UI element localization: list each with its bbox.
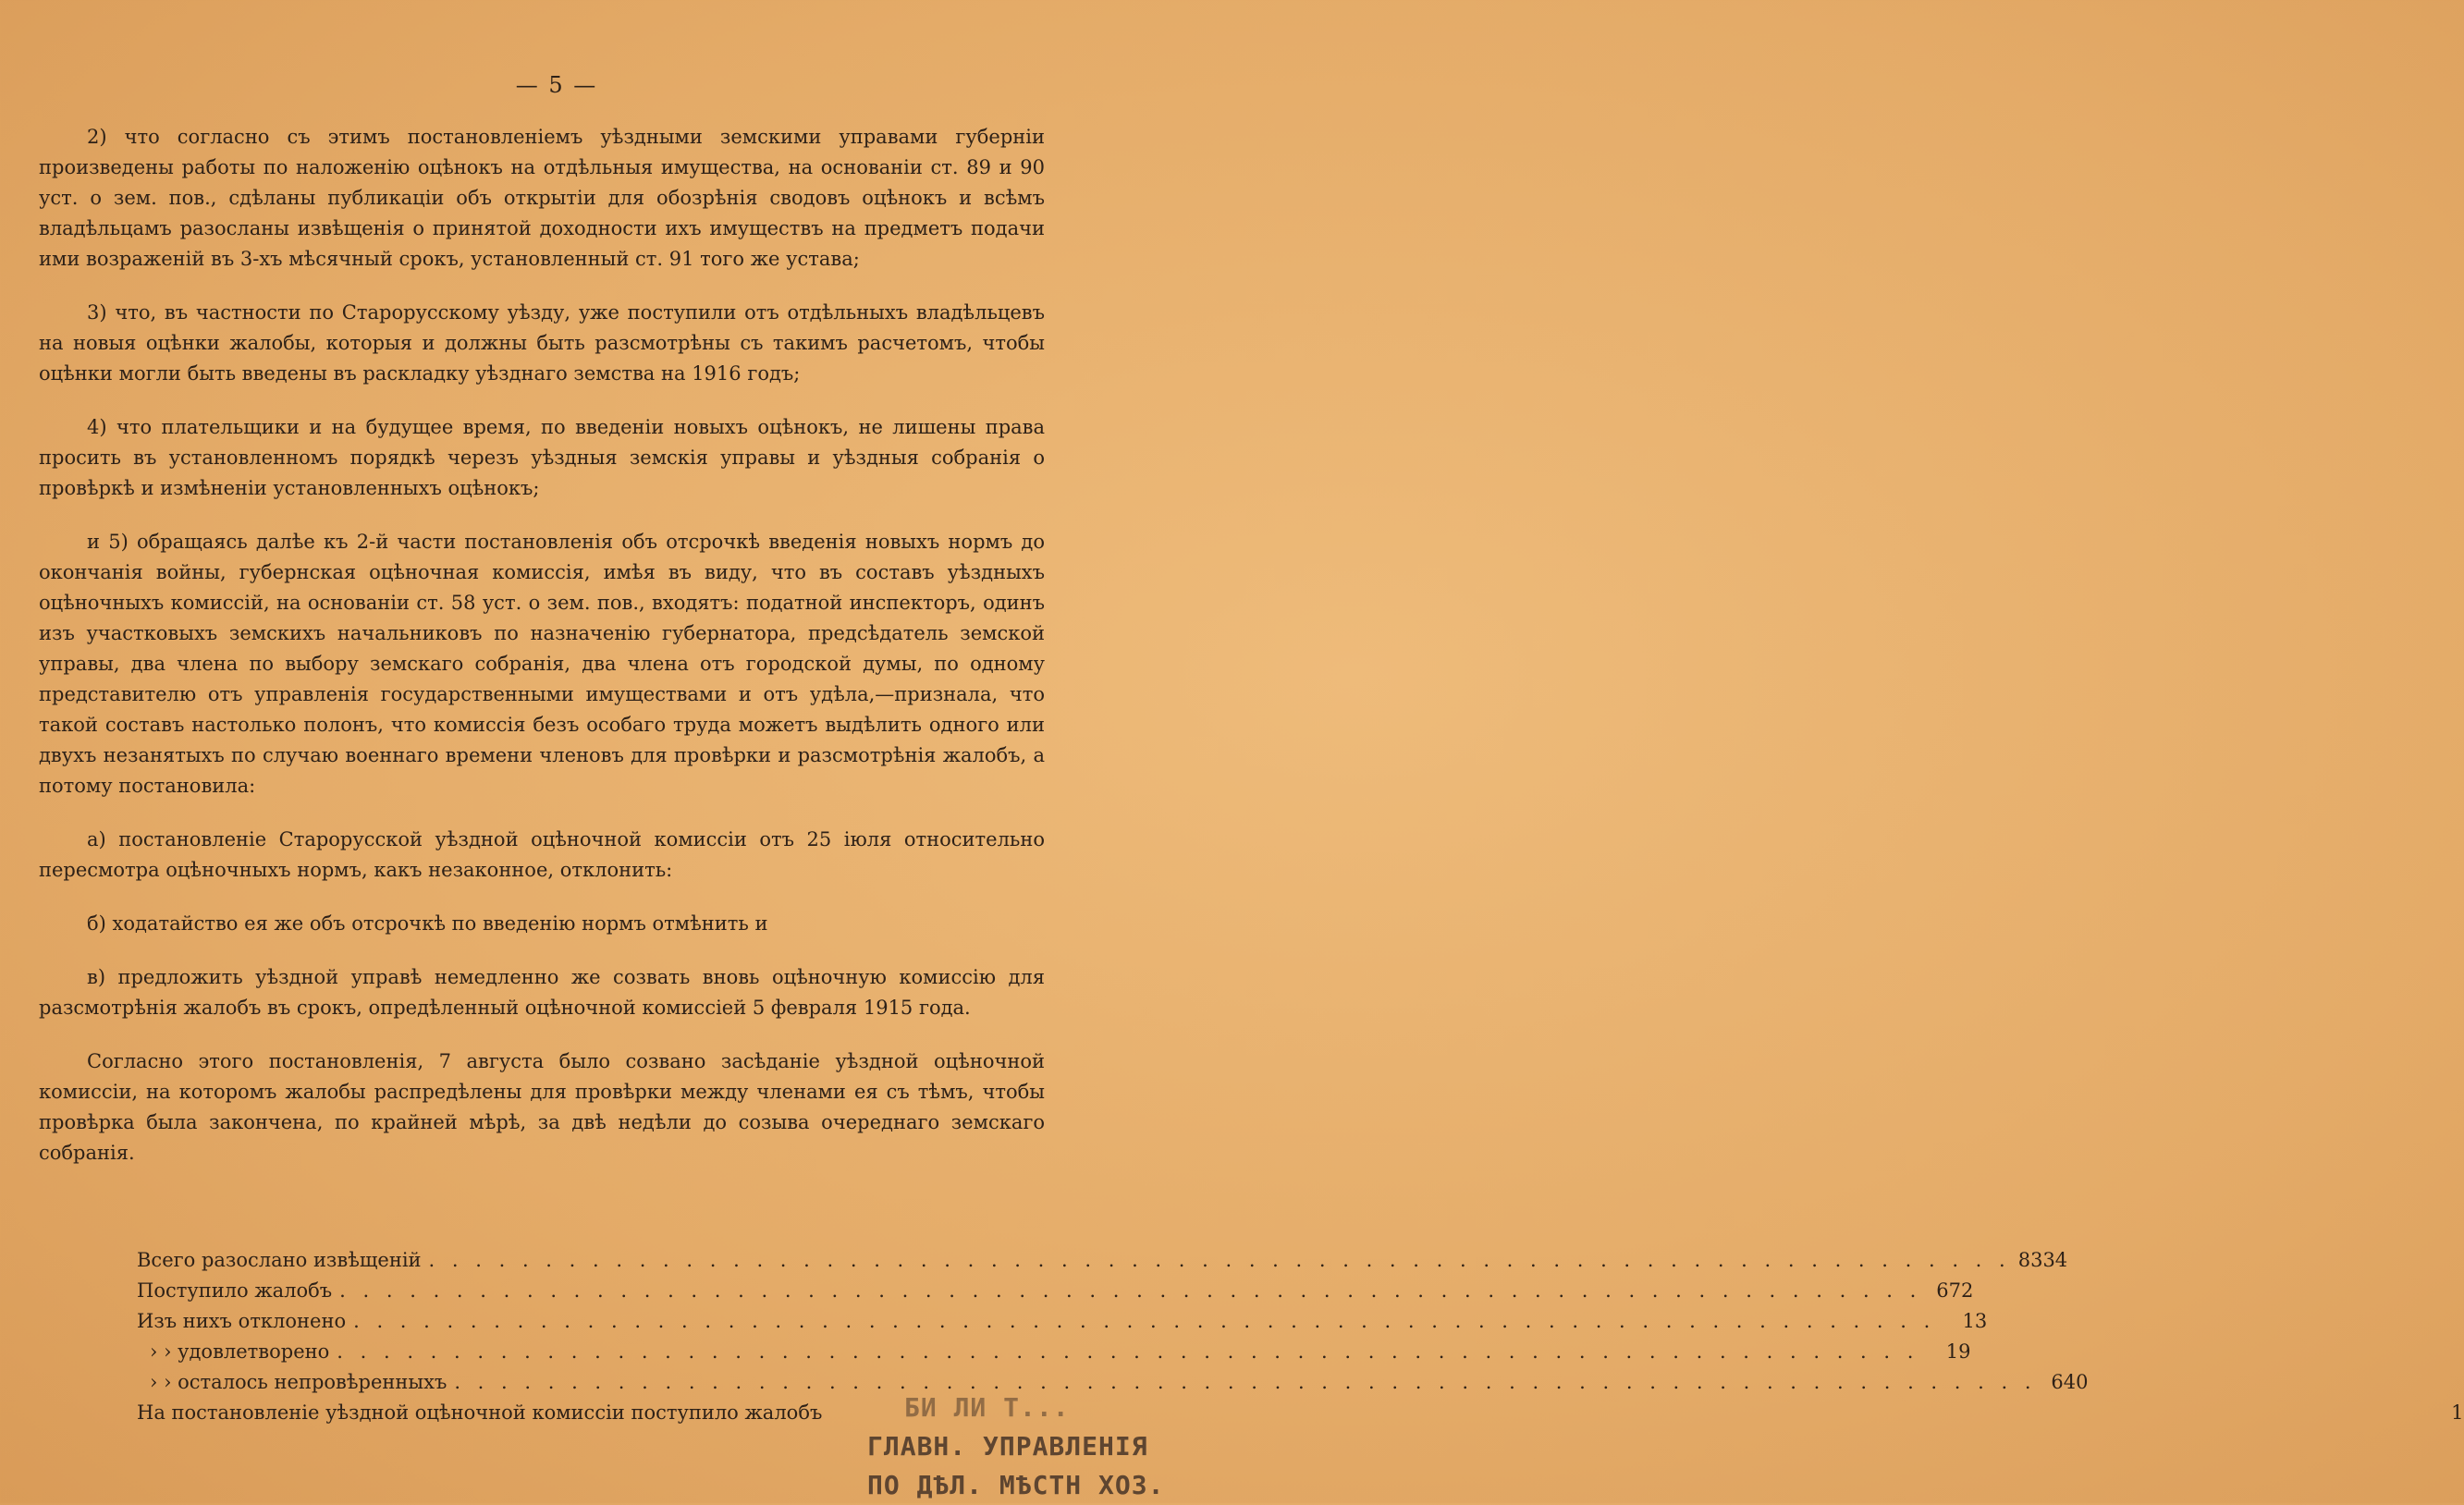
paragraph-meeting: Согласно этого постановленія, 7 августа было созвано засѣданіе уѣздной оцѣночной комиссіи, на которомъ жалобы распредѣлены для провѣрки между членами ея съ тѣмъ, чтобы провѣрка была закончена, по крайней мѣрѣ, за двѣ недѣли до созыва очереднаго земскаго собранія.	[39, 1050, 1045, 1164]
stamp-line: ГЛАВН. УПРАВЛЕНІЯ	[867, 1431, 1148, 1462]
resolution-a: а) постановленіе Старорусской уѣздной оцѣночной комиссіи отъ 25 іюля относительно пересмотра оцѣночныхъ нормъ, какъ незаконное, отклонить:	[39, 828, 1045, 881]
stat-label: Всего разослано извѣщеній	[137, 1249, 422, 1271]
paragraph-2: 2) что согласно съ этимъ постановленіемъ уѣздными земскими управами губерніи произведены работы по наложенію оцѣнокъ на отдѣльныя имущества, на основаніи ст. 89 и 90 уст. о зем. пов., сдѣланы публикаціи объ открытіи для обозрѣнія сводовъ оцѣнокъ и всѣмъ владѣльцамъ разосланы извѣщенія о принятой доходности ихъ имуществъ на предметъ подачи ими возраженій въ 3-хъ мѣсячный срокъ, установленный ст. 91 того же устава;	[39, 126, 1045, 270]
stat-row	[137, 1367, 2089, 1398]
library-stamp	[867, 1389, 1165, 1505]
stat-row	[137, 1306, 1988, 1337]
stamp-line: БИ ЛИ Т...	[904, 1392, 1070, 1423]
stat-label: Поступило жалобъ	[137, 1279, 333, 1302]
leader-dots	[353, 1306, 1935, 1337]
stat-value: 640	[2051, 1371, 2089, 1393]
leader-dots	[337, 1337, 1918, 1367]
stat-value: 8334	[2017, 1249, 2068, 1271]
stat-value: 13	[1962, 1310, 1988, 1332]
stat-value: 672	[1936, 1279, 1974, 1302]
leader-dots	[339, 1276, 1921, 1306]
document-body	[39, 122, 1045, 1204]
stat-value: 1	[2451, 1401, 2464, 1424]
leader-dots	[429, 1245, 2011, 1276]
resolution-c: в) предложить уѣздной управѣ немедленно же созвать вновь оцѣночную комиссію для разсмотрѣнія жалобъ въ срокъ, опредѣленный оцѣночной комиссіей 5 февраля 1915 года.	[39, 966, 1045, 1019]
stat-row	[137, 1245, 2068, 1276]
paragraph-3: 3) что, въ частности по Старорусскому уѣзду, уже поступили отъ отдѣльныхъ владѣльцевъ на новыя оцѣнки жалобы, которыя и должны быть разсмотрѣны съ такимъ расчетомъ, чтобы оцѣнки могли быть введены въ раскладку уѣзднаго земства на 1916 годъ;	[39, 301, 1045, 385]
stat-label: На постановленіе уѣздной оцѣночной комиссіи поступило жалобъ	[137, 1401, 823, 1424]
paragraph-4: 4) что плательщики и на будущее время, по введеніи новыхъ оцѣнокъ, не лишены права просить въ установленномъ порядкѣ черезъ уѣздныя земскія управы и уѣздныя собранія о провѣркѣ и измѣненіи установленныхъ оцѣнокъ;	[39, 416, 1045, 499]
resolution-b: б) ходатайство ея же объ отсрочкѣ по введенію нормъ отмѣнить и	[87, 912, 768, 935]
stat-label: › › осталось непровѣренныхъ	[150, 1371, 447, 1393]
stat-row	[137, 1276, 1974, 1306]
stat-label: Изъ нихъ отклонено	[137, 1310, 347, 1332]
stamp-line: ПО ДѢЛ. МѢСТН ХОЗ.	[867, 1470, 1165, 1500]
stat-label: › › удовлетворено	[150, 1340, 330, 1363]
page-number: — 5 —	[515, 72, 598, 98]
paragraph-5: и 5) обращаясь далѣе къ 2-й части постановленія объ отсрочкѣ введенія новыхъ нормъ до окончанія войны, губернская оцѣночная комиссія, имѣя въ виду, что въ составъ уѣздныхъ оцѣночныхъ комиссій, на основаніи ст. 58 уст. о зем. пов., входятъ: податной инспекторъ, одинъ изъ участковыхъ земскихъ начальниковъ по назначенію губернатора, предсѣдатель земской управы, два члена по выбору земскаго собранія, два члена отъ городской думы, по одному представителю отъ управленія государственными имуществами и отъ удѣла,—признала, что такой составъ настолько полонъ, что комиссія безъ особаго труда можетъ выдѣлить одного или двухъ незанятыхъ по случаю военнаго времени членовъ для провѣрки и разсмотрѣнія жалобъ, а потому постановила:	[39, 531, 1045, 797]
stat-row	[137, 1337, 1971, 1367]
leader-dots	[454, 1367, 2036, 1398]
stat-value: 19	[1945, 1340, 1971, 1363]
